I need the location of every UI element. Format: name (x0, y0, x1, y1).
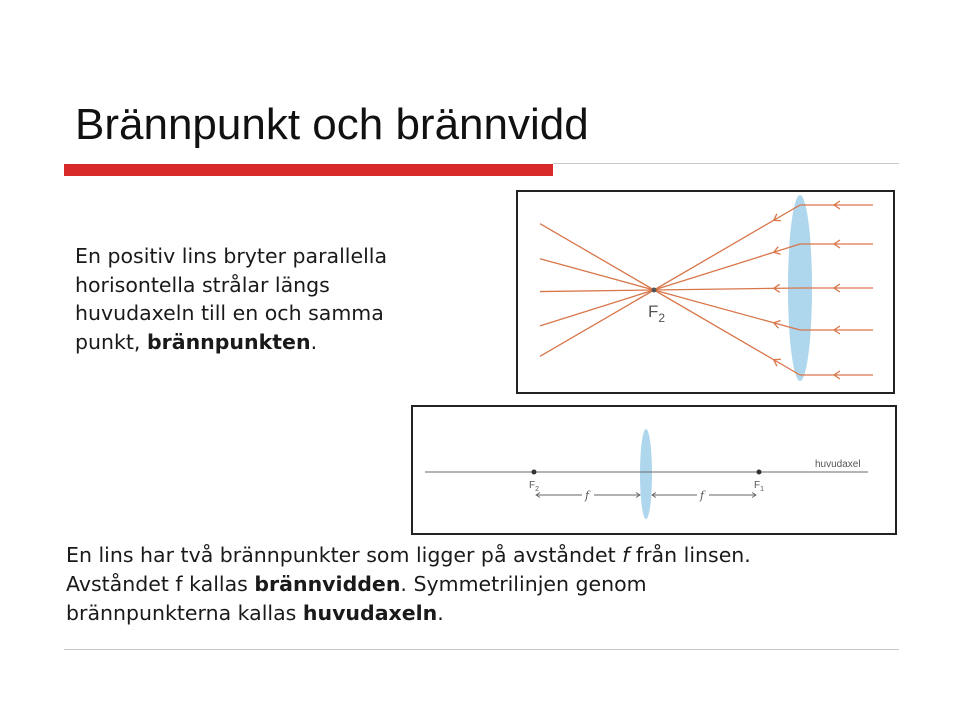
definition-line-2 (66, 570, 896, 599)
principal-axis-diagram (413, 407, 895, 533)
refracted-ray (540, 259, 800, 330)
term-brannvidden: brännvidden (254, 572, 401, 596)
thin-lens-shape (640, 429, 652, 519)
title-accent-bar (64, 164, 553, 176)
distance-label-right: f (700, 489, 705, 502)
light-rays (540, 205, 873, 375)
f1-label-letter: F (754, 480, 761, 491)
intro-line-2: horisontella strålar längs (75, 272, 330, 297)
footer-divider-line (64, 649, 899, 650)
f1-point (757, 470, 762, 475)
principal-axis-figure (411, 405, 897, 535)
refracted-ray (540, 224, 800, 375)
focal-point-label (648, 302, 665, 325)
definition-line-3 (66, 599, 896, 628)
definition-line-2-suffix: . Symmetrilinjen genom (400, 572, 647, 596)
f2-label-subscript: 2 (535, 486, 540, 493)
focal-label-subscript: 2 (658, 311, 666, 325)
lens-focus-figure (516, 190, 895, 394)
term-brannpunkten: brännpunkten (146, 329, 311, 354)
distance-label-left: f (585, 489, 590, 502)
lens-focus-diagram (518, 192, 893, 392)
refracted-ray (540, 244, 800, 326)
definition-line-2-prefix: Avståndet f kallas (66, 572, 255, 596)
focal-point-f2-dot (652, 288, 657, 293)
focal-label-letter: F (648, 302, 659, 321)
definition-line-3-prefix: brännpunkterna kallas (66, 601, 303, 625)
refracted-ray (540, 288, 800, 292)
definition-line-1-suffix: från linsen. (629, 543, 751, 567)
intro-line-4 (75, 328, 495, 357)
slide-title: Brännpunkt och brännvidd (75, 100, 589, 149)
refracted-ray (540, 205, 800, 356)
definition-line-3-suffix: . (437, 601, 444, 625)
intro-line-4-prefix: punkt, (75, 329, 147, 354)
axis-label: huvudaxel (815, 459, 861, 470)
focal-length-symbol: f (622, 543, 630, 567)
definition-line-1-prefix: En lins har två brännpunkter som ligger på avståndet (66, 543, 623, 567)
intro-line-1: En positiv lins bryter parallella (75, 244, 388, 268)
intro-line-3: huvudaxeln till en och samma (75, 301, 384, 325)
definition-line-1 (66, 541, 896, 570)
definition-paragraph (66, 541, 896, 628)
f2-label-letter: F (529, 480, 536, 491)
term-huvudaxeln: huvudaxeln (302, 601, 438, 625)
f2-point (532, 470, 537, 475)
title-divider-line (553, 163, 899, 164)
f1-label-subscript: 1 (760, 486, 765, 493)
intro-paragraph (75, 242, 495, 356)
f2-label (529, 480, 539, 493)
f1-label (754, 480, 764, 493)
intro-line-4-suffix: . (310, 329, 318, 354)
